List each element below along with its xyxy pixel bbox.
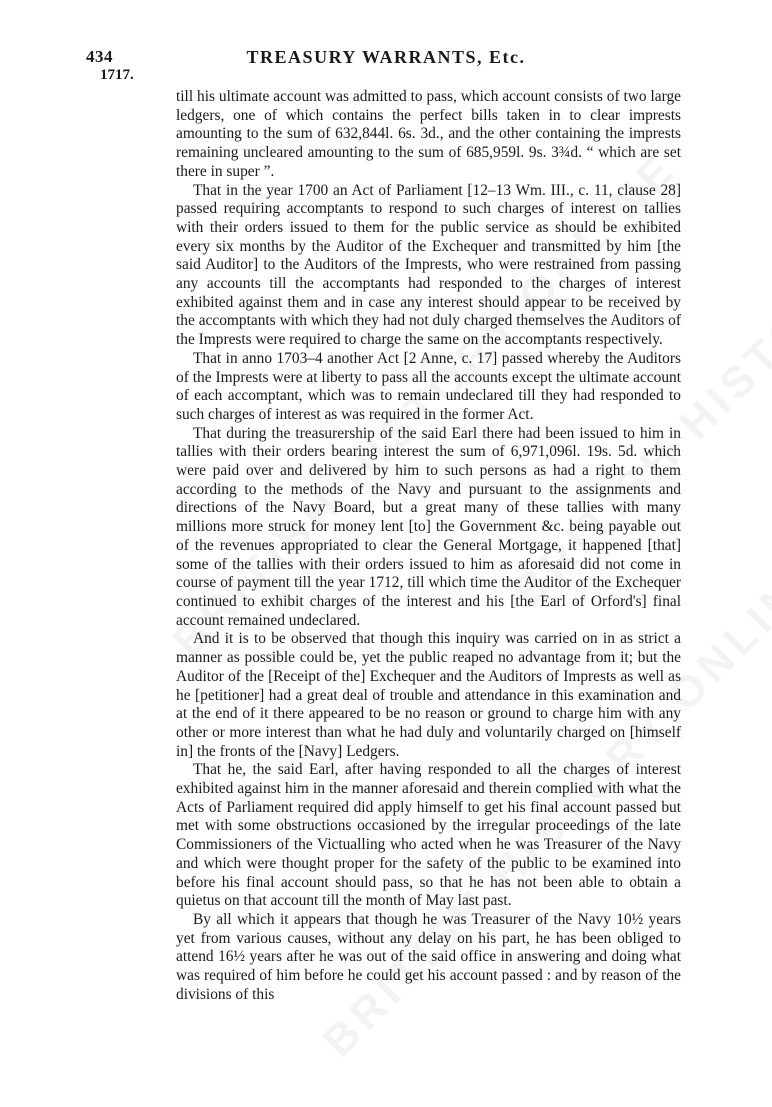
paragraph: till his ultimate account was admitted to pass, which account consists of two large ledgers, one of which contains the perfect bills taken in to clear imprests amounting to the sum of 632,844l. 6s. 3d., and the other containing the imprests remaining uncleared amounting to the sum of 685,959l. 9s. 3¾d. “ which are set there in super ”. [176, 88, 681, 180]
paragraph: That during the treasurership of the said Earl there had been issued to him in tallies with their orders bearing interest the sum of 6,971,096l. 19s. 5d. which were paid over and delivered by him to such persons as had a right to them according to the methods of the Navy and pursuant to the assignments and directions of the Navy Board, but a great many of these tallies with many millions more struck for money lent [to] the Government &c. being payable out of the revenues appropriated to clear the General Mortgage, it happened [that] some of the tallies with their orders issued to him as aforesaid did not come in course of payment till the year 1712, till which time the Auditor of the Exchequer continued to exhibit charges of the interest and his [the Earl of Orford's] final account remained undeclared. [176, 424, 681, 629]
page-number: 434 [86, 47, 113, 66]
paragraph: By all which it appears that though he was Treasurer of the Navy 10½ years yet from various causes, without any delay on his part, he has been obliged to attend 16½ years after he was out of the said office in answering and doing what was required of him before he could get his account passed : and by reason of the divisions of this [176, 910, 681, 1003]
running-head: TREASURY WARRANTS, Etc. [246, 47, 526, 67]
paragraph: That he, the said Earl, after having responded to all the charges of interest exhibited against him in the manner aforesaid and therein complied with what the Acts of Parliament required did apply himself to get his final account passed but met with some obstructions occasioned by the irregular proceedings of the late Commissioners of the Victualling who acted when he was Treasurer of the Navy and which were thought proper for the safety of the public to be examined into before his final account should pass, so that he has not been able to obtain a quietus on that account till the month of May last past. [176, 761, 681, 910]
paragraph: That in anno 1703–4 another Act [2 Anne, c. 17] passed whereby the Auditors of the Imprests were at liberty to pass all the accounts except the ultimate account of each accomptant, which was to remain undeclared till they had responded to such charges of interest as was required in the former Act. [176, 349, 681, 423]
paragraph: That in the year 1700 an Act of Parliament [12–13 Wm. III., c. 11, clause 28] passed requiring accomptants to respond to such charges of interest on tallies with their orders issued to them for the public service as should be exhibited every six months by the Auditor of the Exchequer and transmitted by him [the said Auditor] to the Auditors of the Imprests, who were restrained from passing any accounts till the accomptants had responded to the charges of interest exhibited against them and in case any interest should appear to be received by the accomptants with which they had not duly charged themselves the Auditors of the Imprests were required to charge the same on the accomptants respectively. [176, 181, 681, 349]
paragraph: And it is to be observed that though this inquiry was carried on in as strict a manner as possible could be, yet the public reaped no advantage from it; but the Auditor of the [Receipt of the] Exchequer and the Auditors of Imprests as well as he [petitioner] had a great deal of trouble and attendance in this examination and at the end of it there appeared to be no reason or ground to charge him with any other or more interest than what he had duly and voluntarily charged on [himself in] the fronts of the [Navy] Ledgers. [176, 630, 681, 760]
margin-year: 1717. [100, 67, 134, 83]
body-text [176, 88, 681, 1004]
